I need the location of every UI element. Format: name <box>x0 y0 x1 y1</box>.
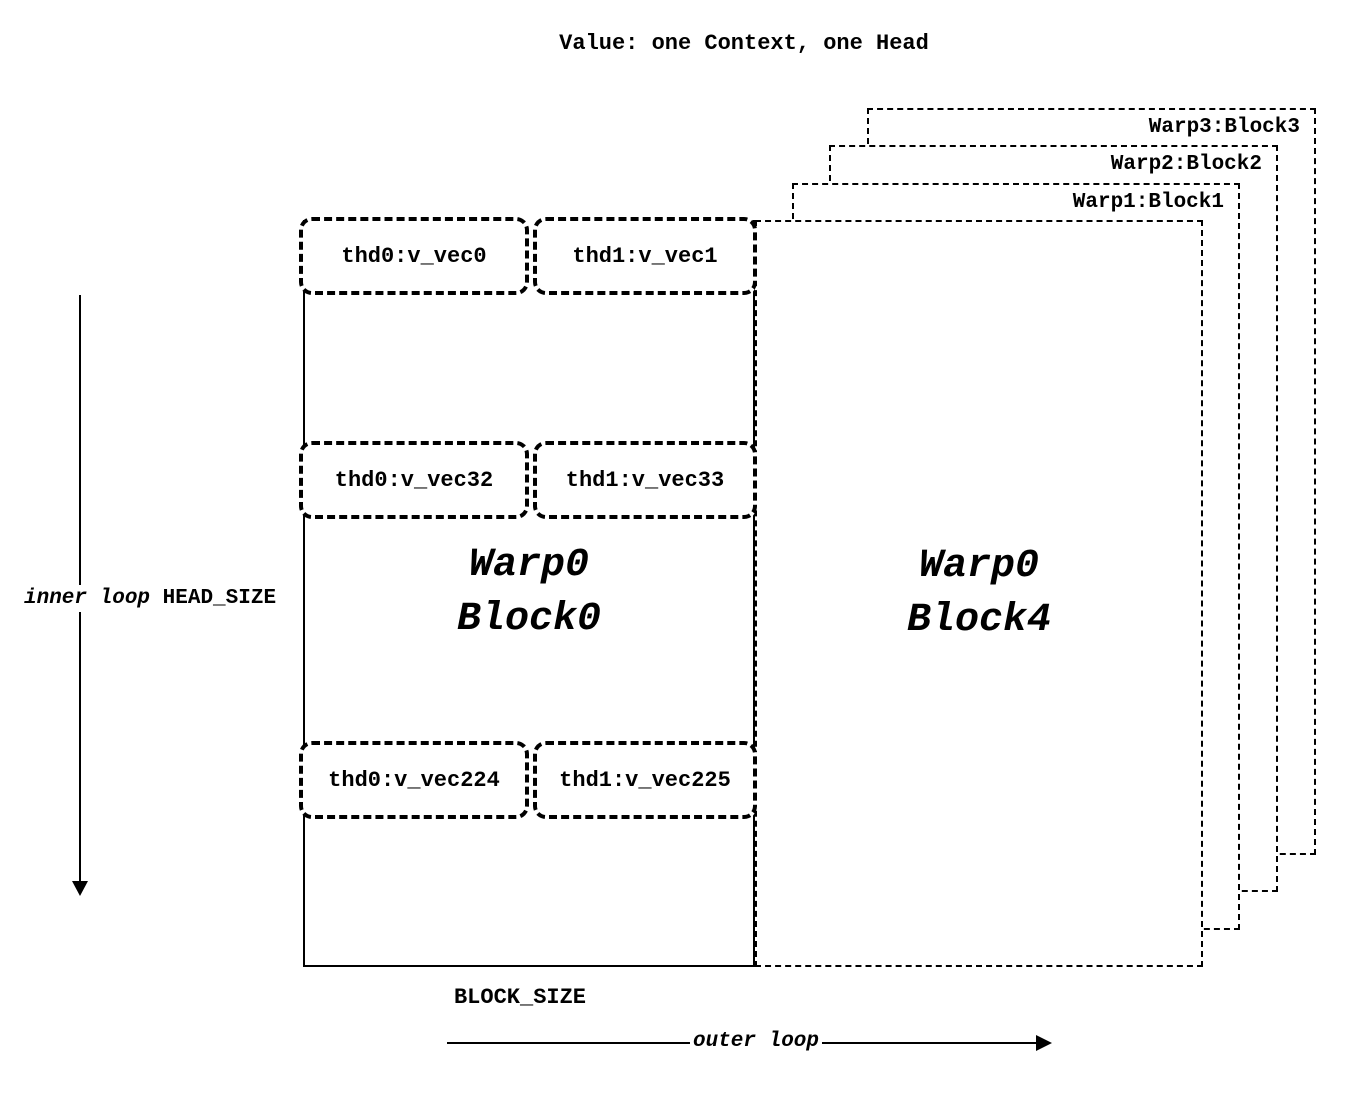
warp0-block4-label-line2: Block4 <box>906 597 1052 643</box>
thd0-v-vec0-box <box>299 217 529 295</box>
warp0-block4-label-line1: Warp0 <box>918 543 1040 589</box>
inner-loop-spacer <box>150 587 163 610</box>
inner-loop-text: inner loop <box>24 587 151 610</box>
thd0-v-vec224-label: thd0:v_vec224 <box>328 767 500 793</box>
thd1-v-vec225-label: thd1:v_vec225 <box>559 767 731 793</box>
block-size-label: BLOCK_SIZE <box>453 985 587 1010</box>
warp0-block4-label <box>907 540 1051 648</box>
inner-loop-axis-label <box>22 585 278 612</box>
warp0-block0-label <box>457 539 601 647</box>
inner-loop-arrowhead-icon <box>72 881 88 896</box>
thd1-v-vec1-label: thd1:v_vec1 <box>572 243 718 269</box>
warp0-block0-label-line2: Block0 <box>456 596 602 642</box>
thd0-v-vec32-label: thd0:v_vec32 <box>334 467 494 493</box>
diagram-title: Value: one Context, one Head <box>559 31 929 56</box>
thd1-v-vec225-box <box>533 741 757 819</box>
thd0-v-vec32-box <box>299 441 529 519</box>
warp3-block3-label: Warp3:Block3 <box>1148 116 1300 139</box>
thd0-v-vec0-label: thd0:v_vec0 <box>341 243 487 269</box>
warp0-block0-label-line1: Warp0 <box>468 542 590 588</box>
thd1-v-vec33-label: thd1:v_vec33 <box>565 467 725 493</box>
head-size-text: HEAD_SIZE <box>162 587 277 610</box>
outer-loop-arrowhead-icon <box>1036 1035 1052 1051</box>
thd1-v-vec1-box <box>533 217 757 295</box>
outer-loop-axis-label: outer loop <box>690 1030 822 1053</box>
warp0-block4-rect <box>755 220 1203 967</box>
warp0-block0-rect <box>303 220 755 967</box>
warp2-block2-label: Warp2:Block2 <box>1110 153 1262 176</box>
thd0-v-vec224-box <box>299 741 529 819</box>
warp1-block1-label: Warp1:Block1 <box>1072 191 1224 214</box>
thd1-v-vec33-box <box>533 441 757 519</box>
